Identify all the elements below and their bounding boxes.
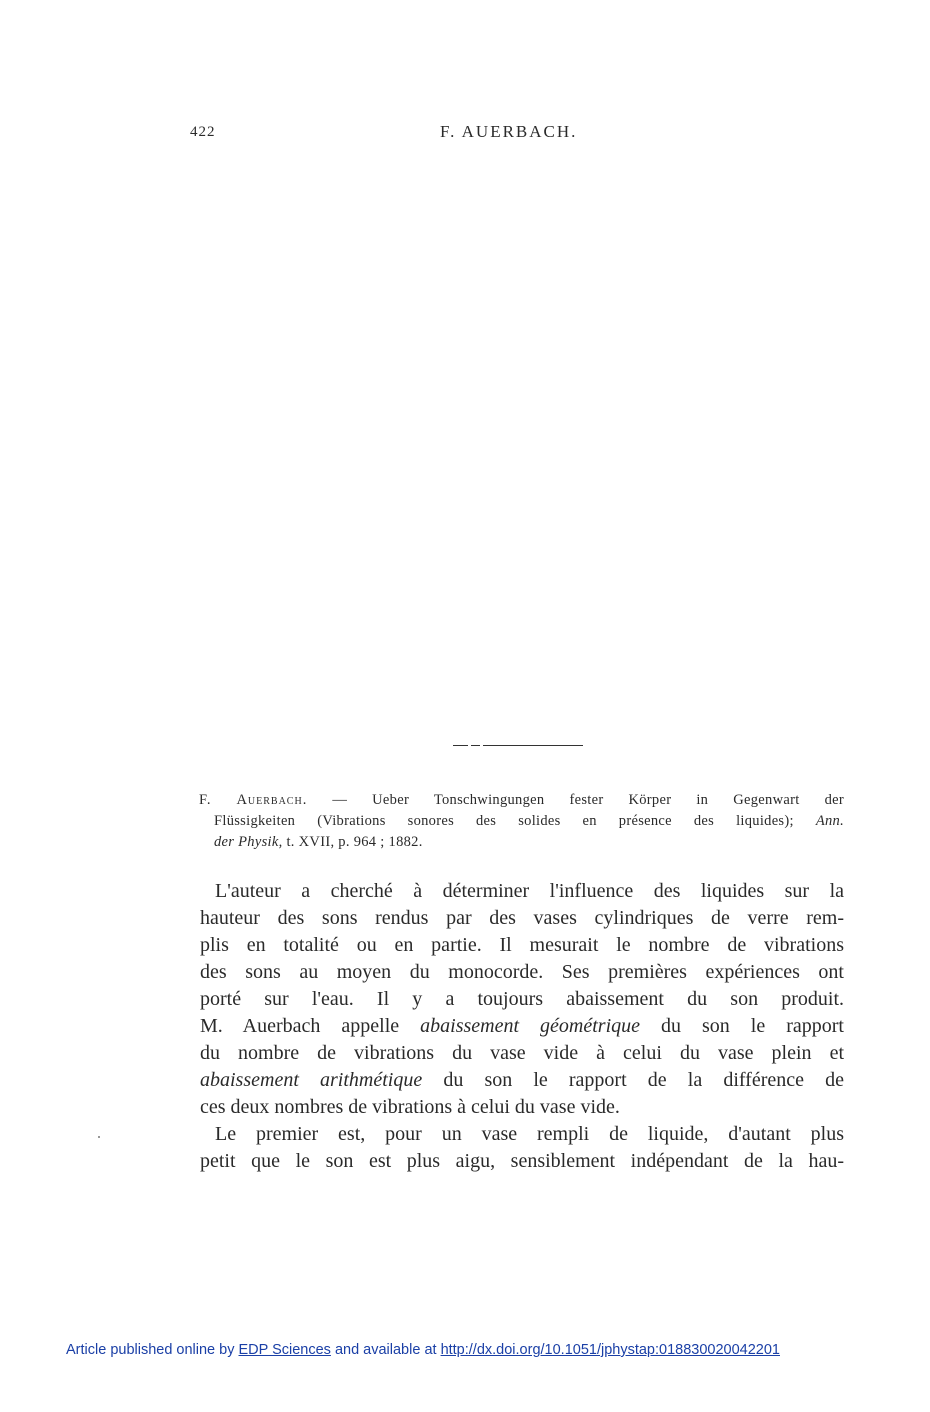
publication-footer bbox=[66, 1342, 780, 1358]
bibliographic-reference bbox=[199, 790, 844, 853]
italic-term: abaissement arithmétique bbox=[200, 1069, 423, 1091]
paragraph-line: Le premier est, pour un vase rempli de liquide, d'autant plus bbox=[215, 1123, 844, 1145]
paragraph-line bbox=[200, 1067, 844, 1094]
footer-prefix: Article published online by bbox=[66, 1342, 235, 1358]
italic-term: abaissement géométrique bbox=[420, 1015, 641, 1037]
paragraph-line: du nombre de vibrations du vase vide à celui du vase plein et bbox=[200, 1042, 844, 1064]
paragraph-line: ces deux nombres de vibrations à celui du vase vide. bbox=[200, 1096, 620, 1118]
running-head: F. AUERBACH. bbox=[440, 122, 578, 141]
reference-line-1 bbox=[199, 790, 844, 811]
paragraph-line: hauteur des sons rendus par des vases cylindriques de verre rem- bbox=[200, 907, 844, 929]
reference-title-end: Flüssigkeiten (Vibrations sonores des solides en présence des liquides); bbox=[214, 813, 794, 829]
page-number: 422 bbox=[190, 124, 216, 140]
reference-journal-end: der Physik, bbox=[214, 834, 283, 850]
body-paragraph-2 bbox=[200, 1121, 844, 1175]
line-text: M. Auerbach appelle bbox=[200, 1015, 400, 1037]
reference-journal-start: Ann. bbox=[815, 813, 844, 829]
paragraph-line: petit que le son est plus aigu, sensiblement indépendant de la hau- bbox=[200, 1150, 844, 1172]
scan-speck bbox=[98, 1136, 100, 1138]
paragraph-line: des sons au moyen du monocorde. Ses premières expériences ont bbox=[200, 961, 844, 983]
body-paragraph-1 bbox=[200, 878, 844, 1121]
line-text: du son le rapport de la différence de bbox=[443, 1069, 844, 1091]
footer-middle: and available at bbox=[334, 1342, 437, 1358]
paragraph-line: plis en totalité ou en partie. Il mesurait le nombre de vibrations bbox=[200, 934, 844, 956]
doi-link[interactable]: http://dx.doi.org/10.1051/jphystap:018830020042201 bbox=[440, 1342, 780, 1358]
paragraph-line: porté sur l'eau. Il y a toujours abaissement du son produit. bbox=[200, 988, 844, 1010]
reference-line-3 bbox=[199, 832, 844, 853]
reference-author: F. Auerbach. bbox=[199, 792, 308, 808]
paragraph-line bbox=[200, 1013, 844, 1040]
paragraph-line: L'auteur a cherché à déterminer l'influence des liquides sur la bbox=[215, 880, 844, 902]
reference-title-start: — Ueber Tonschwingungen fester Körper in Gegenwart der bbox=[332, 792, 844, 808]
reference-volume: t. XVII, p. 964 ; 1882. bbox=[286, 834, 423, 850]
publisher-link[interactable]: EDP Sciences bbox=[238, 1342, 331, 1358]
reference-line-2 bbox=[199, 811, 844, 832]
line-text: du son le rapport bbox=[661, 1015, 844, 1037]
